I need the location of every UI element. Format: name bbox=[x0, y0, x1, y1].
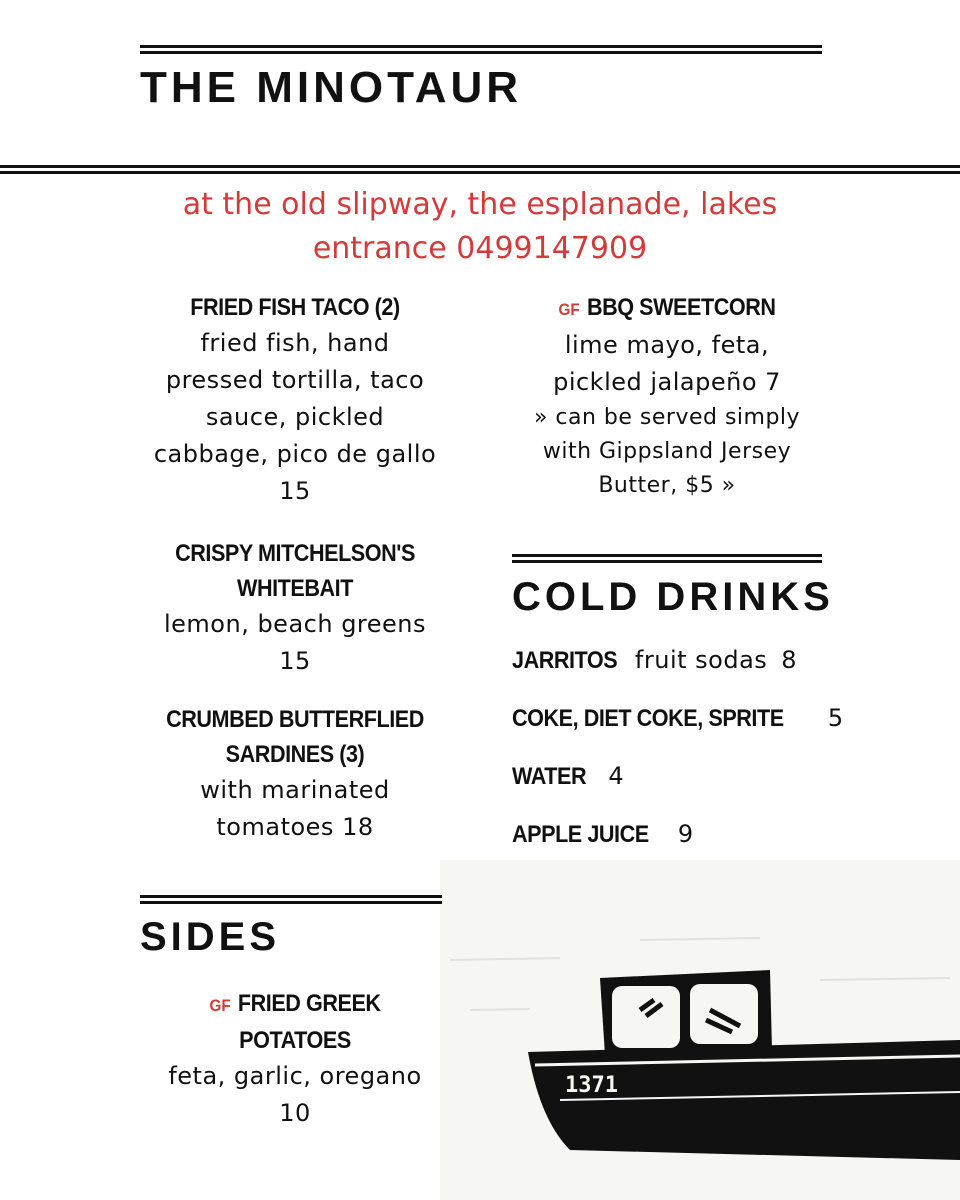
item-desc-line: with marinated bbox=[200, 776, 390, 804]
left-menu-column bbox=[140, 290, 450, 868]
item-name-row bbox=[528, 290, 807, 327]
gluten-free-badge: GF bbox=[209, 996, 231, 1015]
sides-heading: SIDES bbox=[140, 915, 281, 959]
boat-illustration bbox=[440, 860, 960, 1200]
drink-name: WATER bbox=[512, 763, 587, 790]
item-name: FRIED FISH TACO (2) bbox=[190, 294, 400, 321]
drink-row-water bbox=[512, 762, 624, 791]
item-note-line: with Gippsland Jersey bbox=[542, 439, 792, 464]
item-desc-line: pickled jalapeño 7 bbox=[553, 368, 781, 396]
item-name-line: CRUMBED BUTTERFLIED bbox=[166, 706, 424, 733]
gluten-free-badge: GF bbox=[558, 300, 580, 319]
drink-price: 9 bbox=[677, 820, 694, 848]
item-name: FRIED GREEK POTATOES bbox=[237, 990, 381, 1054]
menu-item-fish-taco bbox=[140, 290, 450, 510]
item-name-line: CRISPY MITCHELSON'S bbox=[175, 540, 415, 567]
menu-item-bbq-sweetcorn bbox=[512, 290, 822, 503]
cold-drinks-heading: COLD DRINKS bbox=[512, 575, 834, 619]
drink-price: 4 bbox=[608, 762, 624, 790]
page-title: THE MINOTAUR bbox=[140, 63, 523, 112]
item-note-line: Butter, $5 » bbox=[598, 473, 736, 498]
item-desc-line: lime mayo, feta, bbox=[564, 331, 770, 359]
item-name: BBQ SWEETCORN bbox=[586, 294, 776, 321]
drink-name: JARRITOS bbox=[512, 647, 618, 674]
drink-row-apple-juice bbox=[512, 820, 693, 849]
menu-item-sardines bbox=[140, 702, 450, 846]
sides-column bbox=[140, 986, 450, 1154]
item-desc-line: pressed tortilla, taco bbox=[165, 366, 425, 394]
drink-name: COKE, DIET COKE, SPRITE bbox=[512, 705, 784, 732]
menu-item-whitebait bbox=[140, 536, 450, 680]
item-price: 10 bbox=[279, 1099, 311, 1127]
boat-number: 1371 bbox=[565, 1073, 618, 1098]
drink-name: APPLE JUICE bbox=[512, 821, 649, 848]
sides-double-rule bbox=[140, 895, 442, 904]
top-double-rule bbox=[140, 45, 822, 54]
item-desc-line: lemon, beach greens bbox=[163, 610, 427, 638]
cold-drinks-double-rule bbox=[512, 554, 822, 563]
drink-row-jarritos bbox=[512, 646, 797, 675]
item-name-row bbox=[156, 986, 435, 1058]
item-price: 15 bbox=[279, 477, 311, 505]
header-bottom-double-rule bbox=[0, 165, 960, 174]
item-note-line: » can be served simply bbox=[533, 405, 801, 430]
item-desc-line: sauce, pickled bbox=[205, 403, 385, 431]
item-desc: feta, garlic, oregano bbox=[168, 1062, 422, 1090]
tagline-line-2: entrance 0499147909 bbox=[312, 231, 648, 266]
item-price: 15 bbox=[279, 647, 311, 675]
menu-item-greek-potatoes bbox=[140, 986, 450, 1132]
drink-price: 8 bbox=[781, 646, 797, 674]
right-menu-column bbox=[512, 290, 822, 525]
item-name-line: SARDINES (3) bbox=[225, 741, 365, 768]
drink-price: 5 bbox=[827, 704, 844, 732]
drink-desc: fruit sodas bbox=[634, 646, 768, 674]
drink-row-coke bbox=[512, 704, 843, 733]
item-desc-line: tomatoes 18 bbox=[216, 813, 374, 841]
item-name-line: WHITEBAIT bbox=[237, 575, 353, 602]
item-desc-line: cabbage, pico de gallo bbox=[153, 440, 437, 468]
tagline-line-1: at the old slipway, the esplanade, lakes bbox=[182, 187, 778, 222]
item-desc-line: fried fish, hand bbox=[200, 329, 390, 357]
